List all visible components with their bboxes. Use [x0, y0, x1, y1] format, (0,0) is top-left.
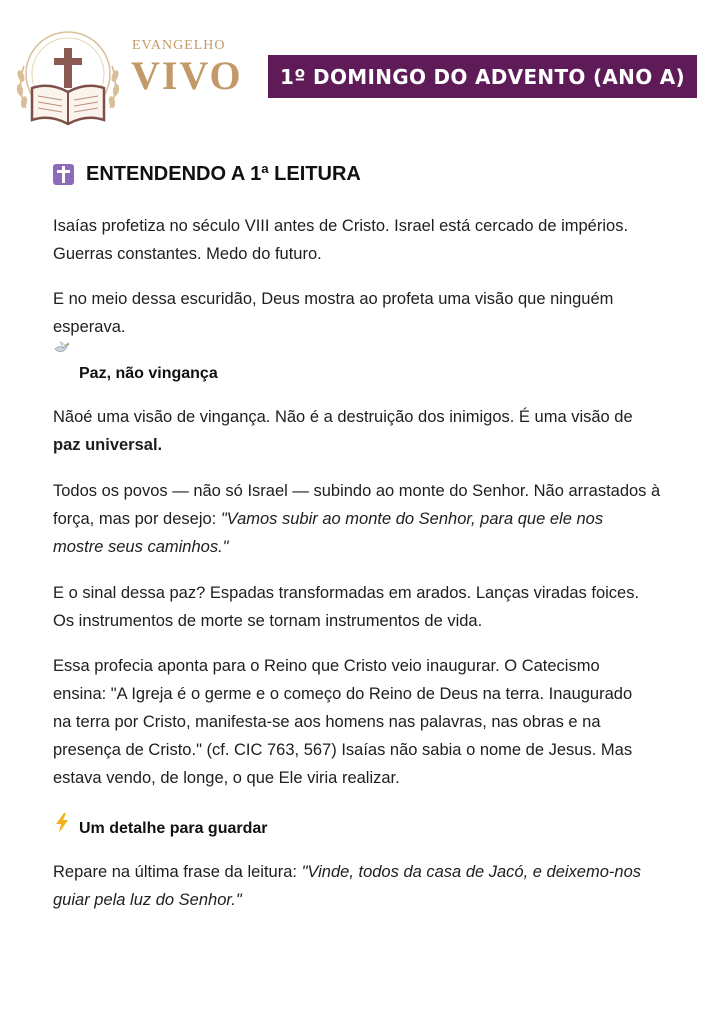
paragraph-all-peoples — [53, 477, 693, 561]
paragraph-sign — [53, 579, 693, 635]
text-line: Essa profecia aponta para o Reino que Cristo veio inaugurar. O Catecismo — [53, 657, 600, 675]
paragraph-vision — [53, 285, 693, 341]
text-line: E no meio dessa escuridão, Deus mostra ao profeta uma visão que ninguém — [53, 290, 614, 308]
paragraph-context — [53, 212, 693, 268]
text-line: Nãoé uma visão de vingança. Não é a destruição dos inimigos. É uma visão de — [53, 408, 633, 426]
section-title: ENTENDENDO A 1ª LEITURA — [86, 163, 361, 185]
subheading-peace: Paz, não vingança — [79, 365, 218, 382]
text-line: Isaías profetiza no século VIII antes de Cristo. Israel está cercado de impérios. — [53, 217, 629, 235]
logo-tagline: EVANGELHO — [132, 38, 226, 53]
text-line: esperava. — [53, 318, 126, 336]
bold-text: paz universal. — [53, 436, 163, 454]
text-line: Todos os povos — não só Israel — subindo ao monte do Senhor. Não arrastados à — [53, 482, 661, 500]
paragraph-last-phrase — [53, 858, 693, 914]
text-span: Repare na última frase da leitura: — [53, 863, 302, 881]
text-line: Os instrumentos de morte se tornam instrumentos de vida. — [53, 612, 483, 630]
section-heading — [53, 163, 361, 186]
text-line: estava vendo, de longe, o que Ele viria realizar. — [53, 769, 400, 787]
lightning-icon — [54, 813, 70, 833]
text-line: presença de Cristo." (cf. CIC 763, 567) Isaías não sabia o nome de Jesus. Mas — [53, 741, 633, 759]
quote-text: "Vinde, todos da casa de Jacó, e deixemo-nos — [301, 863, 641, 881]
bible-cross-logo-icon — [6, 28, 131, 128]
text-line: na terra por Cristo, manifesta-se aos homens nas palavras, nas obras e na — [53, 713, 601, 731]
text-line: Guerras constantes. Medo do futuro. — [53, 245, 322, 263]
latin-cross-icon — [53, 164, 74, 185]
paragraph-catechism — [53, 652, 693, 792]
paragraph-not-vengeance — [53, 403, 693, 459]
dove-icon — [53, 339, 71, 357]
logo-wordmark: VIVO — [131, 53, 243, 98]
text-span: força, mas por desejo: — [53, 510, 221, 528]
subheading-detail: Um detalhe para guardar — [79, 820, 268, 837]
quote-text: guiar pela luz do Senhor." — [53, 891, 242, 909]
quote-text: mostre seus caminhos." — [53, 538, 229, 556]
quote-text: "Vamos subir ao monte do Senhor, para que ele nos — [220, 510, 604, 528]
header-banner: 1º DOMINGO DO ADVENTO (ANO A) — [268, 55, 697, 98]
text-line: ensina: "A Igreja é o germe e o começo do Reino de Deus na terra. Inaugurado — [53, 685, 633, 703]
text-line: E o sinal dessa paz? Espadas transformadas em arados. Lanças viradas foices. — [53, 584, 640, 602]
